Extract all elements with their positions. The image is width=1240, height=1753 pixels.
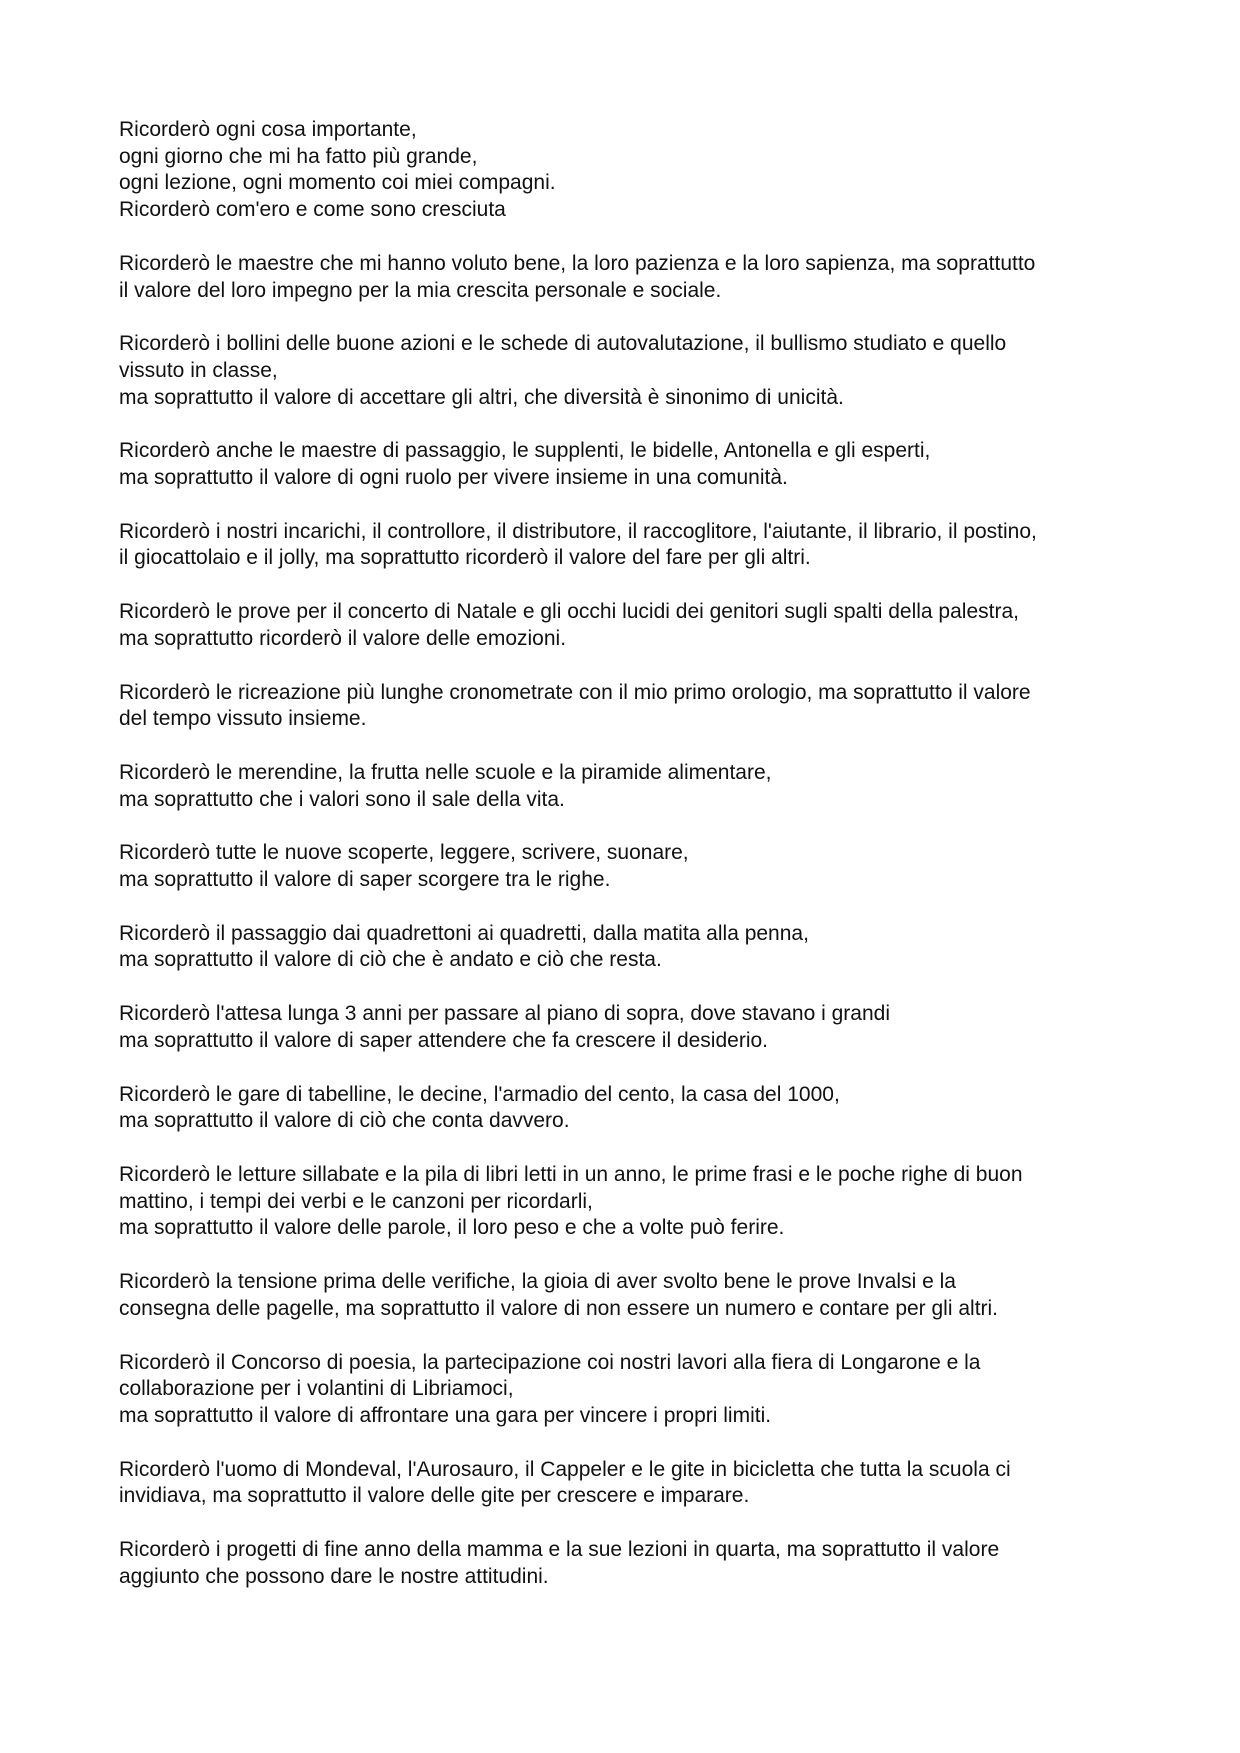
text-line: Ricorderò il Concorso di poesia, la partecipazione coi nostri lavori alla fiera di Longarone e la: [119, 1350, 981, 1374]
text-line: Ricorderò ogni cosa importante,: [119, 118, 417, 141]
stanza: [119, 599, 1139, 652]
text-line: ma soprattutto il valore di affrontare una gara per vincere i propri limiti.: [119, 1403, 772, 1427]
text-line: Ricorderò le merendine, la frutta nelle scuole e la piramide alimentare,: [119, 760, 772, 784]
stanza: [119, 1537, 1139, 1590]
text-line: Ricorderò le letture sillabate e la pila di libri letti in un anno, le prime frasi e le poche righe di buon: [119, 1162, 1023, 1186]
text-line: ma soprattutto il valore di ogni ruolo per vivere insieme in una comunità.: [119, 466, 788, 490]
stanza: [119, 680, 1139, 733]
text-line: ma soprattutto il valore di saper scorgere tra le righe.: [119, 868, 611, 892]
text-line: ma soprattutto il valore di ciò che conta davvero.: [119, 1109, 570, 1133]
text-line: Ricorderò tutte le nuove scoperte, leggere, scrivere, suonare,: [119, 841, 689, 865]
stanza: [119, 519, 1139, 572]
stanza: [119, 1162, 1139, 1242]
text-line: Ricorderò le ricreazione più lunghe cronometrate con il mio primo orologio, ma soprattutto il valore: [119, 680, 1031, 704]
text-line: Ricorderò le maestre che mi hanno voluto bene, la loro pazienza e la loro sapienza, ma soprattutto: [119, 251, 1036, 275]
text-line: Ricorderò com'ero e come sono cresciuta: [119, 198, 506, 222]
text-line: ma soprattutto ricorderò il valore delle emozioni.: [119, 626, 567, 650]
stanza: [119, 438, 1139, 491]
stanza: [119, 117, 1139, 224]
stanza: [119, 331, 1139, 411]
text-line: Ricorderò le gare di tabelline, le decine, l'armadio del cento, la casa del 1000,: [119, 1082, 840, 1106]
stanza: [119, 1350, 1139, 1430]
text-line: del tempo vissuto insieme.: [119, 707, 367, 731]
text-line: collaborazione per i volantini di Libriamoci,: [119, 1377, 514, 1401]
text-line: Ricorderò la tensione prima delle verifiche, la gioia di aver svolto bene le prove Invalsi e la: [119, 1270, 956, 1294]
text-line: ogni giorno che mi ha fatto più grande,: [119, 144, 478, 168]
text-line: Ricorderò i bollini delle buone azioni e le schede di autovalutazione, il bullismo studiato e quello: [119, 332, 1007, 356]
stanza: [119, 1082, 1139, 1135]
text-line: ma soprattutto che i valori sono il sale della vita.: [119, 787, 565, 811]
text-line: Ricorderò le prove per il concerto di Natale e gli occhi lucidi dei genitori sugli spalti della palestra,: [119, 600, 1019, 624]
stanza: [119, 921, 1139, 974]
text-line: vissuto in classe,: [119, 358, 278, 382]
text-line: ma soprattutto il valore di saper attendere che fa crescere il desiderio.: [119, 1028, 769, 1052]
text-line: Ricorderò i progetti di fine anno della mamma e la sue lezioni in quarta, ma soprattutto il valore: [119, 1538, 1000, 1562]
text-line: ogni lezione, ogni momento coi miei compagni.: [119, 171, 556, 195]
stanza: [119, 1269, 1139, 1322]
text-line: ma soprattutto il valore di ciò che è andato e ciò che resta.: [119, 948, 662, 972]
poem-body: [119, 117, 1139, 1617]
text-line: Ricorderò anche le maestre di passaggio, le supplenti, le bidelle, Antonella e gli esperti,: [119, 439, 931, 463]
stanza: [119, 840, 1139, 893]
text-line: ma soprattutto il valore di accettare gli altri, che diversità è sinonimo di unicità.: [119, 385, 844, 409]
text-line: mattino, i tempi dei verbi e le canzoni per ricordarli,: [119, 1189, 593, 1213]
text-line: ma soprattutto il valore delle parole, il loro peso e che a volte può ferire.: [119, 1216, 785, 1240]
text-line: il valore del loro impegno per la mia crescita personale e sociale.: [119, 278, 722, 302]
text-line: il giocattolaio e il jolly, ma soprattutto ricorderò il valore del fare per gli altri.: [119, 546, 811, 570]
stanza: [119, 1001, 1139, 1054]
text-line: invidiava, ma soprattutto il valore delle gite per crescere e imparare.: [119, 1484, 750, 1508]
text-line: Ricorderò l'attesa lunga 3 anni per passare al piano di sopra, dove stavano i grandi: [119, 1002, 890, 1026]
text-line: Ricorderò l'uomo di Mondeval, l'Aurosauro, il Cappeler e le gite in bicicletta che tutta la scuola ci: [119, 1457, 1011, 1481]
text-line: Ricorderò il passaggio dai quadrettoni ai quadretti, dalla matita alla penna,: [119, 921, 809, 945]
stanza: [119, 760, 1139, 813]
stanza: [119, 251, 1139, 304]
stanza: [119, 1457, 1139, 1510]
text-line: aggiunto che possono dare le nostre attitudini.: [119, 1564, 549, 1588]
text-line: consegna delle pagelle, ma soprattutto il valore di non essere un numero e contare per gli altri.: [119, 1296, 999, 1320]
text-line: Ricorderò i nostri incarichi, il controllore, il distributore, il raccoglitore, l'aiutante, il librario, il postino,: [119, 519, 1037, 543]
